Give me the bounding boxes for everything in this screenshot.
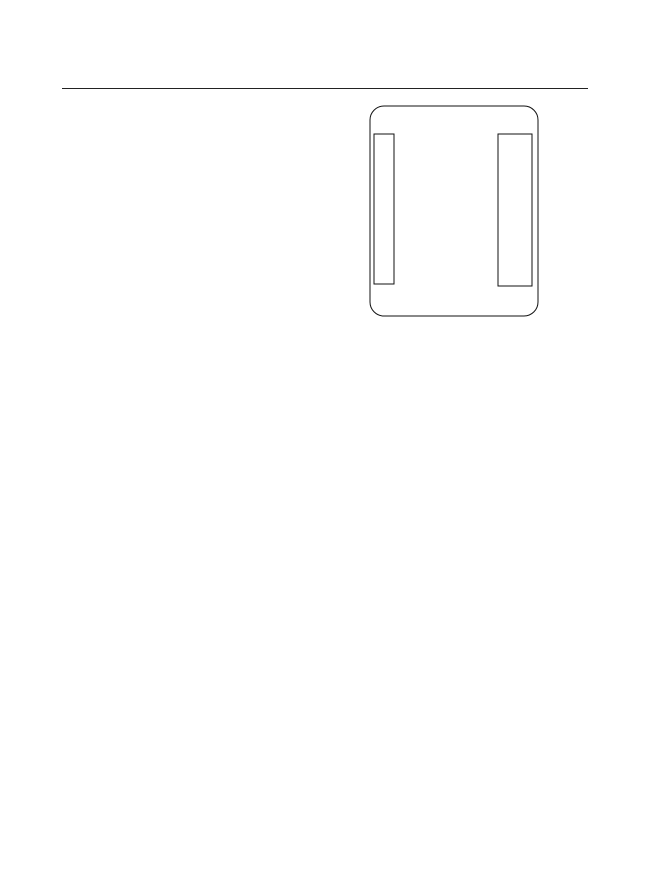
left-bracket-box — [374, 134, 394, 284]
right-target-box — [498, 134, 532, 286]
outer-rounded-frame — [370, 106, 538, 316]
theoretical-model-diagram — [322, 102, 588, 326]
right-column — [322, 96, 588, 330]
running-header — [62, 66, 588, 89]
figure-1 — [322, 102, 588, 326]
